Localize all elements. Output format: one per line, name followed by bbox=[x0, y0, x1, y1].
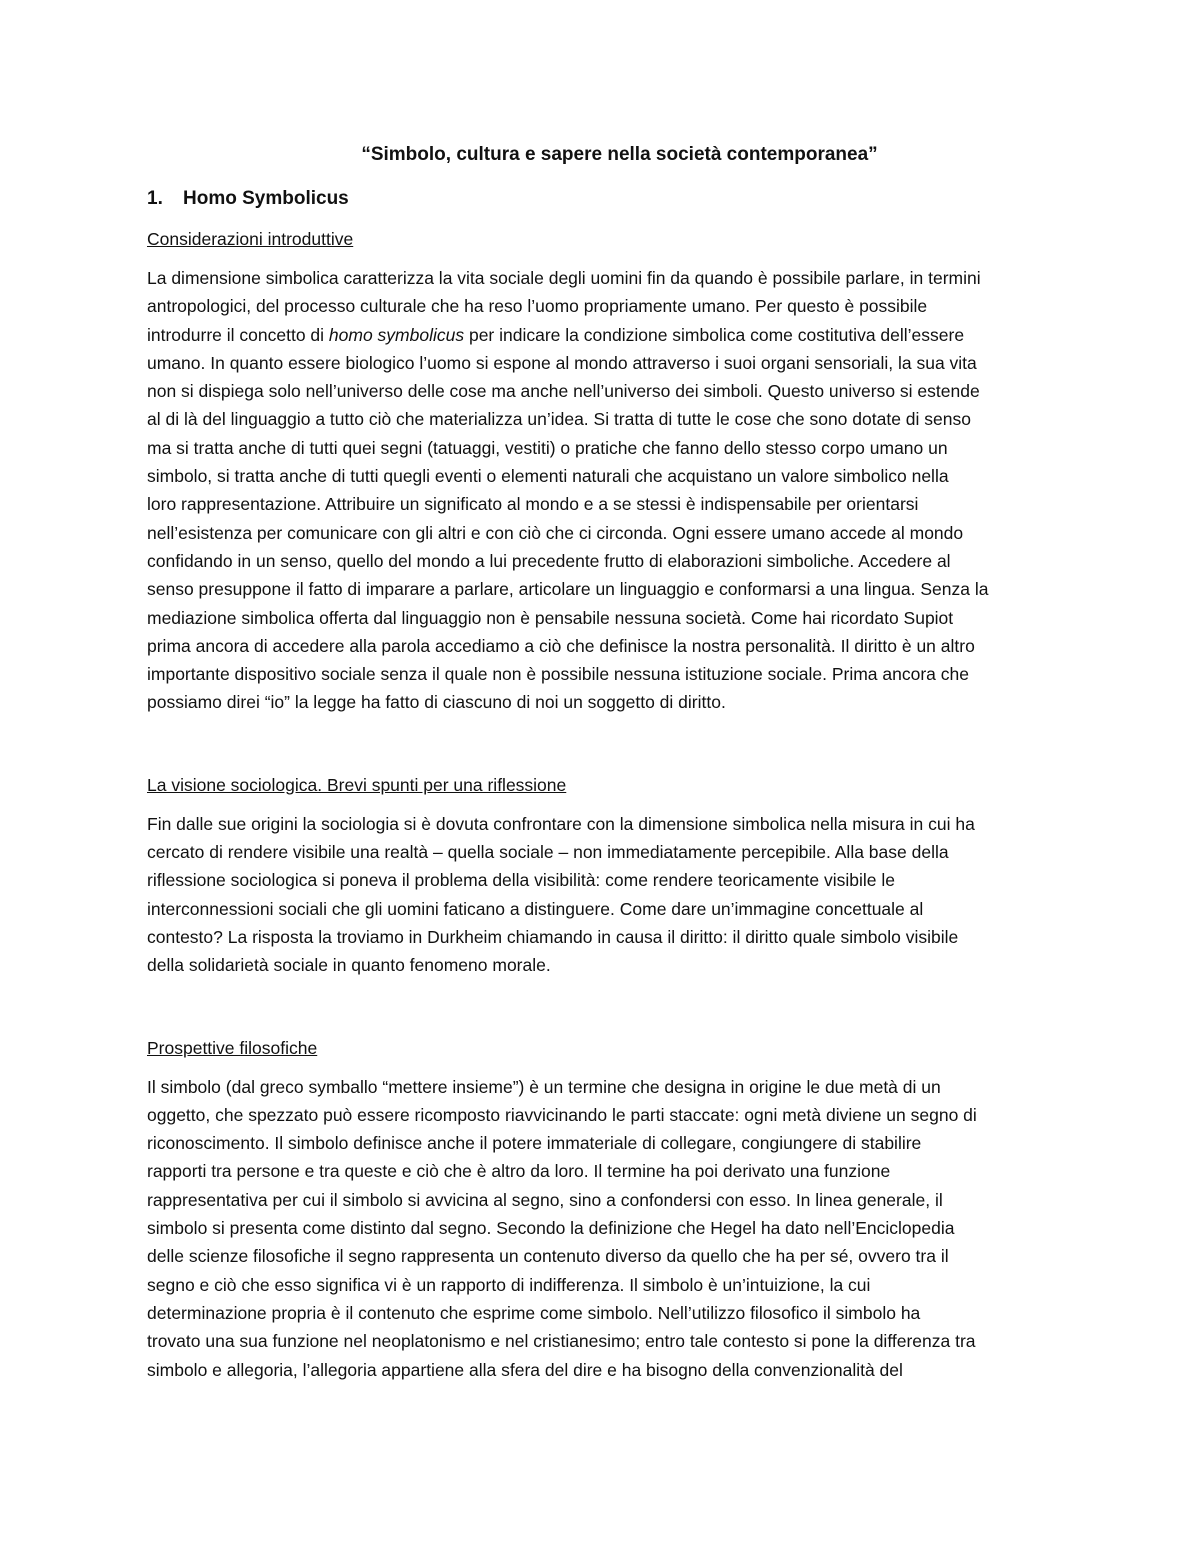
text-line: mediazione simbolica offerta dal linguaggio non è pensabile nessuna società. Come hai ricordato Supiot bbox=[147, 607, 954, 628]
section-title: Homo Symbolicus bbox=[183, 188, 349, 209]
text-line: segno e ciò che esso significa vi è un rapporto di indifferenza. Il simbolo è un’intuizione, la cui bbox=[147, 1274, 871, 1295]
text-line: senso presuppone il fatto di imparare a parlare, articolare un linguaggio e conformarsi a una lingua. Senza la bbox=[147, 579, 989, 600]
document-title: “Simbolo, cultura e sapere nella società contemporanea” bbox=[361, 144, 878, 165]
text-line: La dimensione simbolica caratterizza la vita sociale degli uomini fin da quando è possibile parlare, in termini bbox=[147, 268, 981, 288]
paragraph-sociological bbox=[147, 810, 1092, 980]
paragraph-philosophical bbox=[147, 1073, 1092, 1384]
text-line: possiamo direi “io” la legge ha fatto di ciascuno di noi un soggetto di diritto. bbox=[147, 692, 726, 713]
text-line: importante dispositivo sociale senza il quale non è possibile nessuna istituzione sociale. Prima ancora che bbox=[147, 664, 969, 685]
text-line bbox=[147, 321, 1092, 349]
text-line: al di là del linguaggio a tutto ciò che materializza un’idea. Si tratta di tutte le cose che sono dotate di senso bbox=[147, 409, 971, 430]
subsection-heading-introduction: Considerazioni introduttive bbox=[147, 229, 354, 249]
text-line: rappresentativa per cui il simbolo si avvicina al segno, sino a confondersi con esso. In linea generale, il bbox=[147, 1189, 943, 1210]
text-line: interconnessioni sociali che gli uomini faticano a distinguere. Come dare un’immagine concettuale al bbox=[147, 898, 924, 919]
paragraph-introduction bbox=[147, 264, 1092, 717]
text-line: determinazione propria è il contenuto che esprime come simbolo. Nell’utilizzo filosofico il simbolo ha bbox=[147, 1302, 921, 1323]
section-heading bbox=[147, 186, 1092, 212]
text-line: confidando in un senso, quello del mondo a lui precedente frutto di elaborazioni simboliche. Accedere al bbox=[147, 550, 951, 571]
text-line: antropologici, del processo culturale che ha reso l’uomo propriamente umano. Per questo è possibile bbox=[147, 296, 928, 317]
text-line: contesto? La risposta la troviamo in Durkheim chiamando in causa il diritto: il diritto quale simbolo visibile bbox=[147, 926, 959, 947]
text-line: oggetto, che spezzato può essere ricomposto riavvicinando le parti staccate: ogni metà diviene un segno di bbox=[147, 1104, 977, 1125]
text-line: simbolo si presenta come distinto dal segno. Secondo la definizione che Hegel ha dato nell’Enciclopedia bbox=[147, 1218, 955, 1239]
spacer bbox=[147, 980, 1092, 1035]
text-line: rapporti tra persone e tra queste e ciò che è altro da loro. Il termine ha poi derivato una funzione bbox=[147, 1161, 891, 1182]
text-line: trovato una sua funzione nel neoplatonismo e nel cristianesimo; entro tale contesto si pone la differenza tra bbox=[147, 1331, 976, 1352]
text-line: simbolo e allegoria, l’allegoria appartiene alla sfera del dire e ha bisogno della convenzionalità del bbox=[147, 1359, 903, 1380]
italic-term: homo symbolicus bbox=[328, 324, 465, 345]
text-line: riconoscimento. Il simbolo definisce anche il potere immateriale di collegare, congiungere di stabilire bbox=[147, 1133, 922, 1154]
spacer bbox=[147, 717, 1092, 772]
section-number: 1. bbox=[147, 188, 163, 209]
text-line: simbolo, si tratta anche di tutti quegli eventi o elementi naturali che acquistano un valore simbolico nella bbox=[147, 466, 949, 487]
text-segment: introdurre il concetto di bbox=[147, 324, 329, 345]
document-page bbox=[147, 142, 1092, 1384]
text-line: ma si tratta anche di tutti quei segni (tatuaggi, vestiti) o pratiche che fanno dello stesso corpo umano un bbox=[147, 437, 948, 458]
text-line: Fin dalle sue origini la sociologia si è dovuta confrontare con la dimensione simbolica nella misura in cui ha bbox=[147, 813, 975, 834]
text-segment: per indicare la condizione simbolica come costitutiva dell’essere bbox=[464, 324, 965, 345]
text-line: riflessione sociologica si poneva il problema della visibilità: come rendere teoricamente visibile le bbox=[147, 870, 896, 891]
subsection-heading-philosophical: Prospettive filosofiche bbox=[147, 1037, 318, 1058]
text-line: non si dispiega solo nell’universo delle cose ma anche nell’universo dei simboli. Questo universo si estende bbox=[147, 381, 980, 402]
text-line: della solidarietà sociale in quanto fenomeno morale. bbox=[147, 955, 551, 976]
text-line: Il simbolo (dal greco symballo “mettere insieme”) è un termine che designa in origine le due metà di un bbox=[147, 1076, 941, 1097]
text-line: nell’esistenza per comunicare con gli altri e con ciò che ci circonda. Ogni essere umano accede al mondo bbox=[147, 522, 964, 543]
text-line: umano. In quanto essere biologico l’uomo si espone al mondo attraverso i suoi organi sensoriali, la sua vita bbox=[147, 352, 977, 373]
text-line: cercato di rendere visibile una realtà – quella sociale – non immediatamente percepibile. Alla base della bbox=[147, 842, 949, 863]
text-line: loro rappresentazione. Attribuire un significato al mondo e a se stessi è indispensabile per orientarsi bbox=[147, 494, 919, 515]
subsection-heading-sociological: La visione sociologica. Brevi spunti per una riflessione bbox=[147, 774, 567, 795]
text-line: prima ancora di accedere alla parola accediamo a ciò che definisce la nostra personalità. Il diritto è un altro bbox=[147, 635, 975, 656]
text-line: delle scienze filosofiche il segno rappresenta un contenuto diverso da quello che ha per sé, ovvero tra il bbox=[147, 1246, 949, 1267]
